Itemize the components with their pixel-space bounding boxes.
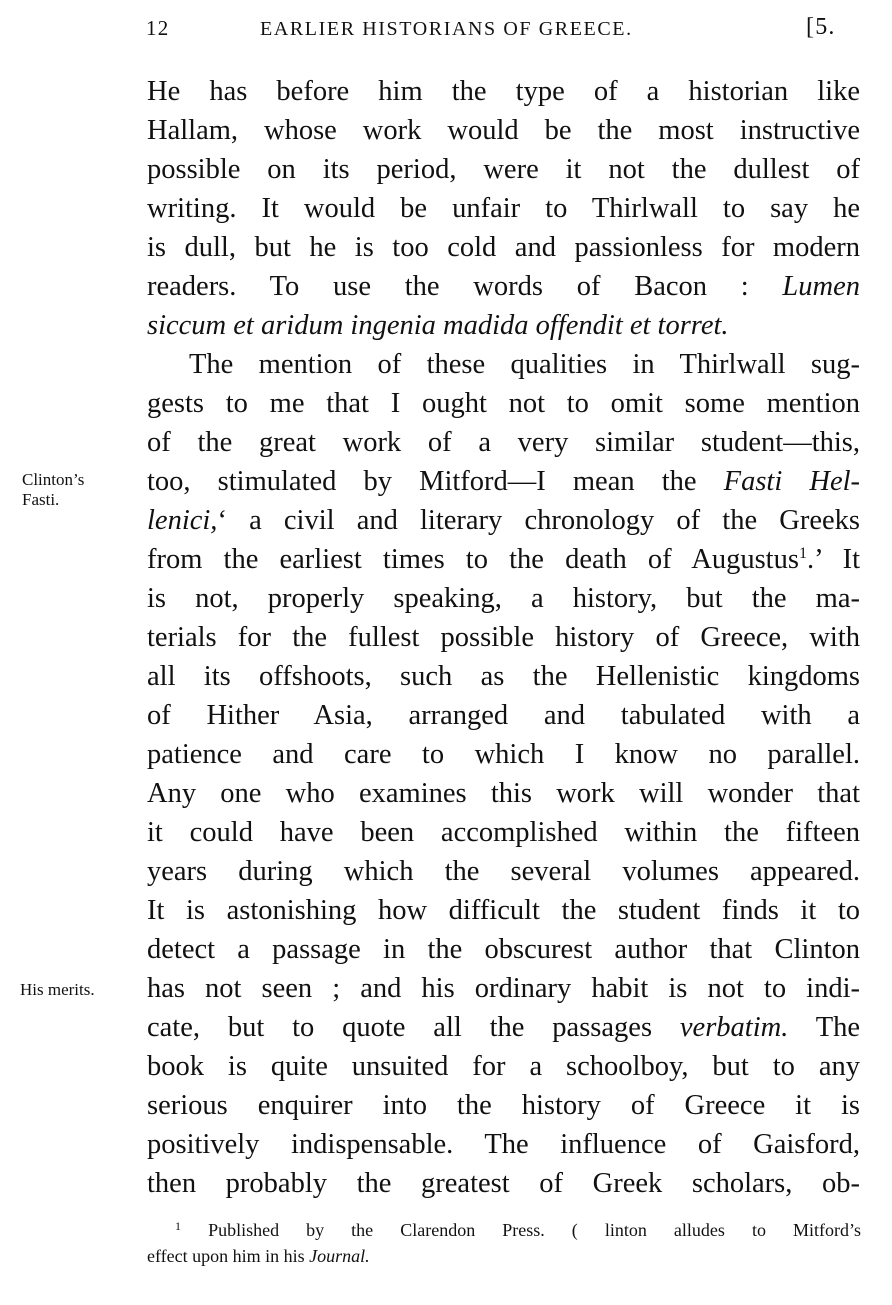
running-title: EARLIER HISTORIANS OF GREECE.: [260, 18, 633, 40]
text-line: Any one who examines this work will wonder that: [147, 778, 860, 809]
text-line: serious enquirer into the history of Greece it is: [147, 1090, 860, 1121]
text-line: positively indispensable. The influence of Gaisford,: [147, 1129, 860, 1160]
page-number: 12: [146, 16, 170, 40]
text-line: [147, 306, 860, 345]
book-title: Fasti Hel-: [723, 466, 860, 497]
text-line: terials for the fullest possible history of Greece, with: [147, 622, 860, 653]
latin-quote: Lumen: [782, 271, 861, 302]
text-run: The: [815, 1012, 860, 1043]
text-line: book is quite unsuited for a schoolboy, but to any: [147, 1051, 860, 1082]
margin-note-clintons-fasti: [22, 470, 84, 510]
text-line: [147, 501, 860, 540]
italic-word: verbatim.: [679, 1012, 789, 1043]
text-line: [147, 540, 860, 579]
margin-note-line: Clinton’s: [22, 470, 85, 489]
text-line: possible on its period, were it not the dullest of: [147, 154, 860, 185]
text-line: patience and care to which I know no parallel.: [147, 739, 860, 770]
text-line: writing. It would be unfair to Thirlwall to say he: [147, 193, 860, 224]
footnote-text: Published by the Clarendon Press. ( linton alludes to Mitford’s: [208, 1220, 862, 1240]
text-run: ‘ a civil and literary chronology of the Greeks: [217, 505, 860, 536]
book-title: lenici,: [147, 505, 218, 536]
text-run: readers. To use the words of Bacon :: [147, 271, 749, 302]
text-run: .’ It: [806, 544, 860, 575]
text-line: is not, properly speaking, a history, but the ma-: [147, 583, 860, 614]
text-line: He has before him the type of a historian like: [147, 76, 860, 107]
footnote-line: [147, 1243, 861, 1269]
text-run: cate, but to quote all the passages: [147, 1012, 653, 1043]
text-line: of Hither Asia, arranged and tabulated with a: [147, 700, 860, 731]
section-marker: [5.: [806, 14, 836, 40]
text-line: It is astonishing how difficult the student finds it to: [147, 895, 860, 926]
body-text: [147, 72, 860, 1203]
text-line: detect a passage in the obscurest author that Clinton: [147, 934, 860, 965]
footnote-marker: 1: [175, 1219, 181, 1233]
text-line: is dull, but he is too cold and passionless for modern: [147, 232, 860, 263]
journal-title: Journal.: [309, 1246, 370, 1266]
text-line: all its offshoots, such as the Hellenistic kingdoms: [147, 661, 860, 692]
text-line: years during which the several volumes appeared.: [147, 856, 860, 887]
text-line: of the great work of a very similar student—this,: [147, 427, 860, 458]
text-line: it could have been accomplished within the fifteen: [147, 817, 860, 848]
margin-note-line: Fasti.: [22, 490, 60, 509]
text-line: [147, 267, 860, 306]
text-line: The mention of these qualities in Thirlwall sug-: [189, 349, 860, 380]
margin-note-his-merits: His merits.: [20, 980, 95, 999]
latin-quote: siccum et aridum ingenia madida offendit et torret.: [147, 310, 729, 341]
text-line: has not seen ; and his ordinary habit is not to indi-: [147, 973, 860, 1004]
footnote-text: effect upon him in his: [147, 1246, 305, 1266]
text-run: too, stimulated by Mitford—I mean the: [147, 466, 697, 497]
footnote-ref: 1: [798, 545, 807, 562]
text-line: [147, 462, 860, 501]
text-line: Hallam, whose work would be the most instructive: [147, 115, 860, 146]
text-line: gests to me that I ought not to omit some mention: [147, 388, 860, 419]
footnote: [147, 1217, 861, 1269]
footnote-line: [147, 1217, 861, 1243]
text-line: then probably the greatest of Greek scholars, ob-: [147, 1168, 860, 1199]
text-run: from the earliest times to the death of Augustus: [147, 544, 799, 575]
running-header: [0, 14, 892, 48]
text-line: [147, 1008, 860, 1047]
